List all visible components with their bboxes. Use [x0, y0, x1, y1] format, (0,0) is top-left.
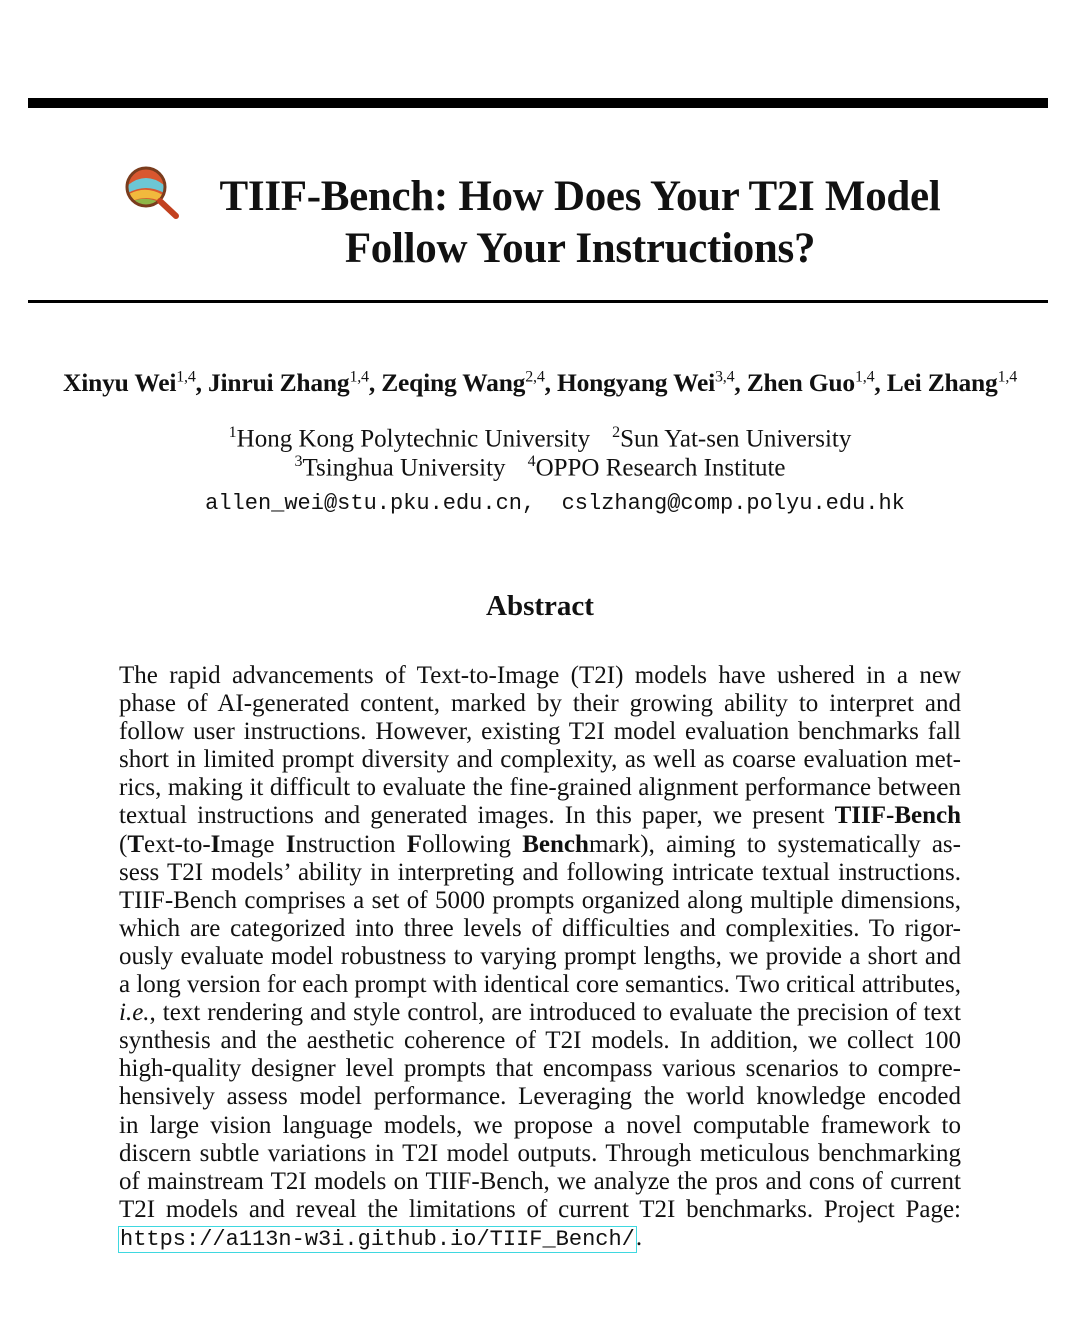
abstract-line: high-quality designer level prompts that encompass various scenarios to compre- — [119, 1055, 961, 1083]
author-separator: , — [544, 368, 557, 397]
author-name: Jinrui Zhang — [208, 368, 350, 397]
abstract-body — [119, 662, 961, 1252]
abstract-italic: i.e. — [119, 999, 150, 1027]
abstract-heading: Abstract — [486, 590, 594, 622]
abstract-line: rics, making it difficult to evaluate the fine-grained alignment performance between — [119, 774, 961, 802]
bottom-rule — [28, 300, 1048, 303]
abstract-line: sess T2I models’ ability in interpreting and following intricate textual instructions. — [119, 858, 961, 886]
abstract-line — [119, 831, 961, 859]
affiliation-line-2 — [0, 453, 1080, 482]
author-list — [0, 368, 1080, 398]
author-affiliation: 1,4 — [854, 368, 875, 386]
author-name: Lei Zhang — [886, 368, 998, 397]
acronym-letter: I — [285, 830, 296, 858]
affiliation-number: 4 — [527, 453, 536, 470]
abstract-line: ously evaluate model robustness to varying prompt lengths, we provide a short and — [119, 942, 961, 970]
affiliation-name: OPPO Research Institute — [535, 454, 786, 482]
author-affiliation: 2,4 — [525, 368, 545, 386]
abstract-line: phase of AI-generated content, marked by their growing ability to interpret and — [119, 690, 961, 718]
affiliation-name: Tsinghua University — [302, 454, 506, 482]
author-separator: , — [874, 368, 887, 397]
author-affiliation: 1,4 — [349, 368, 369, 386]
abstract-line — [119, 802, 961, 830]
abstract-period: . — [635, 1223, 643, 1251]
paper-title — [180, 171, 980, 275]
magnifier-logo-icon — [122, 165, 182, 221]
author-name: Zeqing Wang — [381, 368, 526, 397]
acronym-letter: Bench — [522, 830, 589, 858]
contact-emails: allen_wei@stu.pku.edu.cn, cslzhang@comp.polyu.edu.hk — [205, 491, 905, 516]
acronym-letter: F — [406, 830, 423, 858]
affiliation-number: 2 — [612, 424, 621, 441]
abstract-text: nstruction — [295, 830, 396, 858]
abstract-line: T2I models and reveal the limitations of current T2I benchmarks. Project Page: — [119, 1195, 961, 1223]
affiliation-line-1 — [0, 424, 1080, 453]
abstract-text: , text rendering and style control, are introduced to evaluate the precision of text — [149, 999, 961, 1027]
author-affiliation: 3,4 — [714, 368, 735, 386]
affiliation-number: 1 — [228, 424, 237, 441]
acronym-letter: I — [210, 830, 221, 858]
affiliation-name: Sun Yat-sen University — [620, 425, 852, 453]
title-line-2: Follow Your Instructions? — [344, 225, 816, 272]
abstract-line: which are categorized into three levels of difficulties and complexities. To rigor- — [119, 914, 961, 942]
project-page-link[interactable]: https://a113n-w3i.github.io/TIIF_Bench/ — [120, 1226, 635, 1252]
author-name: Hongyang Wei — [557, 368, 715, 397]
abstract-line — [119, 999, 961, 1027]
abstract-line: hensively assess model performance. Leveraging the world knowledge encoded — [119, 1083, 961, 1111]
abstract-line: The rapid advancements of Text-to-Image (T2I) models have ushered in a new — [119, 662, 961, 689]
abstract-text: ollowing — [422, 830, 511, 858]
author-separator: , — [734, 368, 747, 397]
abstract-line: in large vision language models, we propose a novel computable framework to — [119, 1111, 961, 1139]
abstract-line: short in limited prompt diversity and complexity, as well as coarse evaluation met- — [119, 746, 961, 774]
abstract-line: follow user instructions. However, existing T2I model evaluation benchmarks fall — [119, 718, 961, 746]
top-rule — [28, 98, 1048, 108]
abstract-text: textual instructions and generated images. In this paper, we present — [119, 802, 825, 830]
abstract-text: ( — [119, 830, 128, 858]
affiliation-number: 3 — [294, 453, 303, 470]
abstract-line — [119, 1224, 961, 1252]
abstract-text: mark), aiming to systematically as- — [588, 830, 961, 858]
abstract-line: synthesis and the aesthetic coherence of T2I models. In addition, we collect 100 — [119, 1027, 961, 1055]
author-affiliation: 1,4 — [997, 368, 1017, 386]
abstract-line: TIIF-Bench comprises a set of 5000 prompts organized along multiple dimensions, — [119, 886, 961, 914]
benchmark-name: TIIF-Bench — [834, 802, 962, 830]
affiliation-name: Hong Kong Polytechnic University — [236, 425, 591, 453]
abstract-line: of mainstream T2I models on TIIF-Bench, we analyze the pros and cons of current — [119, 1167, 961, 1195]
author-name: Xinyu Wei — [63, 368, 177, 397]
abstract-line: a long version for each prompt with identical core semantics. Two critical attributes, — [119, 971, 961, 999]
abstract-text: ext-to- — [144, 830, 211, 858]
acronym-letter: T — [127, 830, 145, 858]
author-affiliation: 1,4 — [176, 368, 196, 386]
abstract-line: discern subtle variations in T2I model outputs. Through meticulous benchmarking — [119, 1139, 961, 1167]
title-line-1: TIIF-Bench: How Does Your T2I Model — [219, 173, 941, 220]
author-separator: , — [368, 368, 382, 397]
abstract-text: mage — [220, 830, 275, 858]
author-name: Zhen Guo — [746, 368, 855, 397]
author-separator: , — [195, 368, 208, 397]
